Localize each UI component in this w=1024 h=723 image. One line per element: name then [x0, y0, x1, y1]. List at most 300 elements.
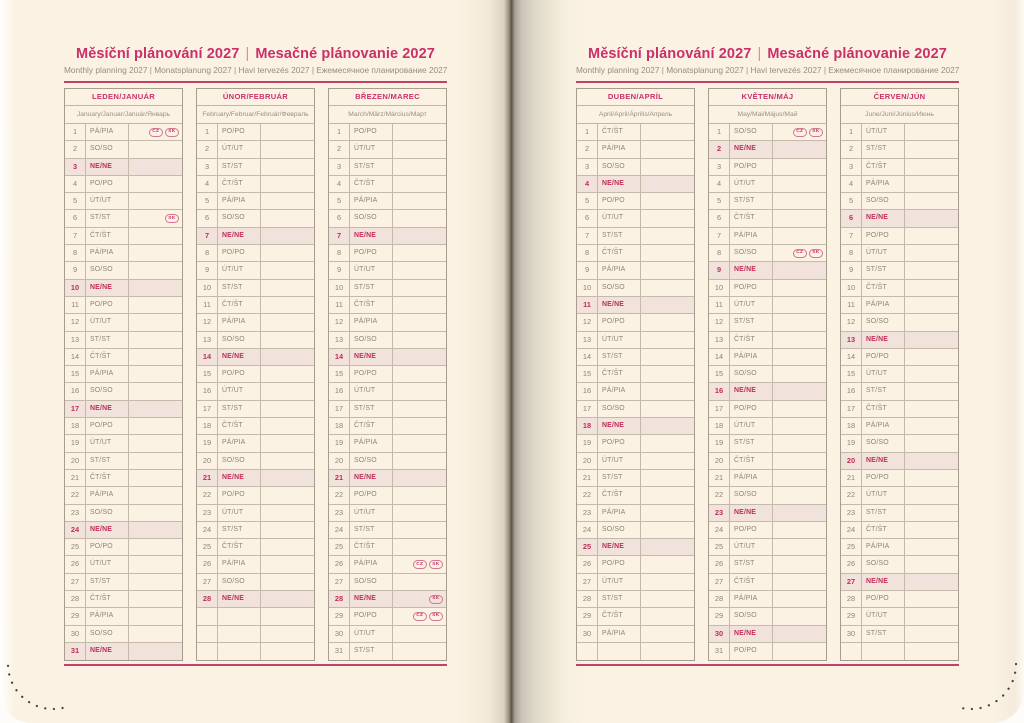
day-number: 13: [841, 332, 862, 348]
day-number: 13: [65, 332, 86, 348]
day-number: 20: [197, 453, 218, 469]
day-row: [577, 159, 694, 176]
day-abbrev: PO/PO: [218, 366, 261, 382]
day-row: [65, 539, 182, 556]
day-abbrev: NE/NE: [350, 591, 393, 607]
day-row: [841, 522, 958, 539]
day-number: 21: [329, 470, 350, 486]
day-abbrev: ST/ST: [730, 435, 773, 451]
holiday-badge-sk: SK: [809, 128, 823, 137]
notes-cell: [393, 608, 446, 624]
title-divider: |: [757, 46, 762, 62]
notes-cell: [261, 470, 314, 486]
day-abbrev: ČT/ŠT: [86, 228, 129, 244]
day-row: [841, 332, 958, 349]
day-number: 7: [709, 228, 730, 244]
month-name: LEDEN/JANUÁR: [65, 89, 182, 106]
page-title: [576, 46, 959, 63]
day-number: 13: [577, 332, 598, 348]
month-languages: April/April/Április/Апрель: [577, 106, 694, 124]
page-subtitle: Monthly planning 2027 | Monatsplanung 2027 | Havi tervezés 2027 | Ежемесячное планирование 2027: [576, 65, 960, 75]
day-abbrev: PÁ/PIA: [598, 262, 641, 278]
day-row: [709, 176, 826, 193]
day-row: [329, 626, 446, 643]
notes-cell: [129, 643, 182, 660]
day-row: [197, 453, 314, 470]
day-number: 1: [709, 124, 730, 140]
day-number: 9: [709, 262, 730, 278]
day-row: [329, 366, 446, 383]
day-abbrev: ÚT/UT: [730, 418, 773, 434]
day-row: [65, 401, 182, 418]
month-table: [64, 88, 183, 661]
notes-cell: [393, 574, 446, 590]
day-abbrev: PO/PO: [350, 124, 393, 140]
day-row: [197, 418, 314, 435]
day-number: 12: [197, 314, 218, 330]
day-number: 28: [841, 591, 862, 607]
day-row: [577, 210, 694, 227]
day-number: 13: [709, 332, 730, 348]
day-abbrev: ST/ST: [598, 591, 641, 607]
day-row: [329, 556, 446, 573]
day-number: 20: [329, 453, 350, 469]
empty-row: [841, 643, 958, 660]
notes-cell: [261, 435, 314, 451]
day-number: [577, 643, 598, 660]
day-row: [577, 556, 694, 573]
day-abbrev: ÚT/UT: [730, 539, 773, 555]
day-number: 19: [577, 435, 598, 451]
notes-cell: [393, 470, 446, 486]
notes-cell: [261, 556, 314, 572]
notes-cell: [261, 522, 314, 538]
day-number: 14: [709, 349, 730, 365]
day-number: 4: [329, 176, 350, 192]
notes-cell: [773, 124, 826, 140]
day-abbrev: PÁ/PIA: [730, 228, 773, 244]
day-abbrev: NE/NE: [598, 297, 641, 313]
notes-cell: [905, 262, 958, 278]
day-abbrev: SO/SO: [86, 262, 129, 278]
day-number: 21: [197, 470, 218, 486]
day-number: 20: [709, 453, 730, 469]
notes-cell: [641, 470, 694, 486]
day-number: 9: [197, 262, 218, 278]
day-number: 21: [709, 470, 730, 486]
day-number: 15: [841, 366, 862, 382]
day-row: [577, 539, 694, 556]
notes-cell: [641, 141, 694, 157]
notes-cell: [393, 626, 446, 642]
notes-cell: [261, 228, 314, 244]
notes-cell: [641, 332, 694, 348]
notes-cell: [261, 262, 314, 278]
day-abbrev: NE/NE: [350, 470, 393, 486]
day-abbrev: NE/NE: [86, 280, 129, 296]
day-number: 15: [577, 366, 598, 382]
notes-cell: [773, 522, 826, 538]
notes-cell: [641, 262, 694, 278]
notes-cell: [641, 280, 694, 296]
day-abbrev: NE/NE: [86, 522, 129, 538]
day-number: 1: [329, 124, 350, 140]
day-number: 24: [197, 522, 218, 538]
day-row: [709, 262, 826, 279]
day-row: [65, 574, 182, 591]
day-number: 26: [65, 556, 86, 572]
day-number: 4: [841, 176, 862, 192]
day-number: 26: [197, 556, 218, 572]
day-abbrev: ČT/ŠT: [350, 418, 393, 434]
notes-cell: [261, 159, 314, 175]
day-row: [65, 556, 182, 573]
day-abbrev: ÚT/UT: [86, 193, 129, 209]
day-row: [709, 349, 826, 366]
day-abbrev: SO/SO: [862, 193, 905, 209]
day-abbrev: PÁ/PIA: [730, 349, 773, 365]
month-name: ÚNOR/FEBRUÁR: [197, 89, 314, 106]
day-abbrev: ST/ST: [86, 210, 129, 226]
day-abbrev: PO/PO: [218, 245, 261, 261]
day-number: 24: [709, 522, 730, 538]
day-number: 28: [197, 591, 218, 607]
notes-cell: [261, 332, 314, 348]
notes-cell: [773, 470, 826, 486]
notes-cell: [905, 332, 958, 348]
day-row: [197, 280, 314, 297]
day-number: 14: [329, 349, 350, 365]
notes-cell: [129, 401, 182, 417]
day-number: 2: [841, 141, 862, 157]
notes-cell: [261, 401, 314, 417]
day-number: 10: [709, 280, 730, 296]
day-row: [329, 245, 446, 262]
day-number: 30: [841, 626, 862, 642]
day-row: [329, 210, 446, 227]
notes-cell: [641, 608, 694, 624]
day-number: 20: [577, 453, 598, 469]
day-number: 15: [197, 366, 218, 382]
notes-cell: [641, 453, 694, 469]
day-row: [841, 228, 958, 245]
notes-cell: [129, 245, 182, 261]
day-number: 16: [841, 383, 862, 399]
notes-cell: [393, 349, 446, 365]
day-number: 23: [329, 505, 350, 521]
day-number: 27: [65, 574, 86, 590]
day-abbrev: PÁ/PIA: [86, 366, 129, 382]
day-abbrev: ST/ST: [598, 228, 641, 244]
day-row: [197, 401, 314, 418]
notes-cell: [773, 159, 826, 175]
day-number: 6: [577, 210, 598, 226]
day-number: 31: [65, 643, 86, 660]
day-number: 29: [329, 608, 350, 624]
day-row: [841, 383, 958, 400]
notes-cell: [129, 591, 182, 607]
day-row: [841, 280, 958, 297]
month-languages: March/März/Március/Март: [329, 106, 446, 124]
day-row: [841, 210, 958, 227]
day-number: 24: [329, 522, 350, 538]
day-number: 16: [329, 383, 350, 399]
day-number: 30: [709, 626, 730, 642]
day-row: [197, 556, 314, 573]
day-abbrev: SO/SO: [218, 210, 261, 226]
notes-cell: [773, 228, 826, 244]
notes-cell: [773, 297, 826, 313]
notes-cell: [129, 366, 182, 382]
holiday-badge-sk: SK: [429, 595, 443, 604]
day-row: [709, 124, 826, 141]
day-abbrev: ČT/ŠT: [862, 401, 905, 417]
day-row: [329, 176, 446, 193]
notes-cell: [905, 435, 958, 451]
day-row: [197, 591, 314, 608]
day-abbrev: SO/SO: [598, 280, 641, 296]
bottom-rule: [576, 664, 959, 666]
day-number: 28: [65, 591, 86, 607]
day-abbrev: ST/ST: [730, 193, 773, 209]
day-number: 16: [709, 383, 730, 399]
day-number: 2: [577, 141, 598, 157]
day-abbrev: ČT/ŠT: [862, 280, 905, 296]
day-abbrev: ÚT/UT: [350, 626, 393, 642]
notes-cell: [393, 591, 446, 607]
day-number: 23: [197, 505, 218, 521]
day-row: [329, 141, 446, 158]
day-row: [709, 556, 826, 573]
day-row: [65, 176, 182, 193]
day-number: 5: [197, 193, 218, 209]
notes-cell: [393, 435, 446, 451]
day-number: 11: [329, 297, 350, 313]
day-row: [577, 574, 694, 591]
day-row: [329, 453, 446, 470]
day-abbrev: PO/PO: [730, 401, 773, 417]
day-abbrev: ÚT/UT: [862, 366, 905, 382]
day-number: 31: [709, 643, 730, 660]
day-row: [577, 418, 694, 435]
notes-cell: [641, 522, 694, 538]
day-row: [329, 401, 446, 418]
day-abbrev: NE/NE: [86, 159, 129, 175]
day-abbrev: [218, 608, 261, 624]
day-number: 25: [709, 539, 730, 555]
corner-perforation-left: [0, 662, 65, 717]
day-row: [65, 418, 182, 435]
day-abbrev: PÁ/PIA: [598, 141, 641, 157]
notes-cell: [905, 383, 958, 399]
notes-cell: [641, 193, 694, 209]
notes-cell: [641, 124, 694, 140]
day-number: 23: [709, 505, 730, 521]
notes-cell: [261, 453, 314, 469]
day-number: 10: [329, 280, 350, 296]
day-number: 27: [197, 574, 218, 590]
day-number: 25: [841, 539, 862, 555]
day-number: 14: [577, 349, 598, 365]
day-row: [197, 193, 314, 210]
notes-cell: [393, 141, 446, 157]
day-row: [65, 314, 182, 331]
notes-cell: [129, 453, 182, 469]
day-abbrev: PO/PO: [862, 591, 905, 607]
day-abbrev: SO/SO: [218, 453, 261, 469]
day-abbrev: ČT/ŠT: [218, 176, 261, 192]
day-number: 14: [197, 349, 218, 365]
notes-cell: [641, 487, 694, 503]
day-row: [329, 539, 446, 556]
day-row: [65, 626, 182, 643]
notes-cell: [261, 574, 314, 590]
day-row: [709, 159, 826, 176]
day-number: 4: [577, 176, 598, 192]
day-number: 22: [329, 487, 350, 503]
day-row: [65, 366, 182, 383]
notes-cell: [261, 366, 314, 382]
day-row: [197, 505, 314, 522]
day-abbrev: SO/SO: [218, 332, 261, 348]
holiday-badge-sk: SK: [809, 249, 823, 258]
day-abbrev: ČT/ŠT: [730, 210, 773, 226]
day-number: 11: [65, 297, 86, 313]
day-row: [65, 297, 182, 314]
notes-cell: [261, 539, 314, 555]
day-abbrev: PO/PO: [218, 487, 261, 503]
day-row: [65, 643, 182, 660]
page-title: [64, 46, 447, 63]
notes-cell: [905, 228, 958, 244]
day-number: 11: [841, 297, 862, 313]
notes-cell: [905, 574, 958, 590]
day-row: [65, 505, 182, 522]
day-row: [65, 141, 182, 158]
notes-cell: [393, 401, 446, 417]
day-abbrev: PÁ/PIA: [862, 418, 905, 434]
day-row: [841, 418, 958, 435]
day-abbrev: ČT/ŠT: [350, 539, 393, 555]
bottom-rule: [64, 664, 447, 666]
notes-cell: [261, 280, 314, 296]
day-row: [197, 262, 314, 279]
day-number: 15: [65, 366, 86, 382]
notes-cell: [773, 591, 826, 607]
day-abbrev: NE/NE: [598, 418, 641, 434]
day-number: 12: [841, 314, 862, 330]
day-row: [329, 297, 446, 314]
day-row: [577, 522, 694, 539]
day-row: [709, 401, 826, 418]
day-row: [577, 626, 694, 643]
day-row: [65, 245, 182, 262]
day-row: [577, 366, 694, 383]
day-row: [577, 332, 694, 349]
notes-cell: [773, 332, 826, 348]
day-number: 15: [329, 366, 350, 382]
day-number: 17: [65, 401, 86, 417]
notes-cell: [129, 539, 182, 555]
empty-row: [197, 643, 314, 660]
notes-cell: [641, 626, 694, 642]
notes-cell: [905, 349, 958, 365]
day-abbrev: PÁ/PIA: [862, 539, 905, 555]
day-row: [709, 608, 826, 625]
day-abbrev: SO/SO: [86, 141, 129, 157]
day-row: [709, 626, 826, 643]
notes-cell: [393, 245, 446, 261]
day-abbrev: SO/SO: [86, 626, 129, 642]
notes-cell: [129, 626, 182, 642]
notes-cell: [393, 522, 446, 538]
notes-cell: [641, 349, 694, 365]
day-abbrev: SO/SO: [350, 453, 393, 469]
day-row: [197, 141, 314, 158]
day-abbrev: ÚT/UT: [350, 505, 393, 521]
day-number: 11: [577, 297, 598, 313]
day-row: [65, 262, 182, 279]
notes-cell: [393, 505, 446, 521]
day-row: [709, 643, 826, 660]
day-row: [709, 505, 826, 522]
day-number: 4: [65, 176, 86, 192]
day-number: 27: [709, 574, 730, 590]
day-number: 14: [841, 349, 862, 365]
day-row: [329, 591, 446, 608]
notes-cell: [393, 643, 446, 660]
day-row: [709, 435, 826, 452]
day-row: [709, 245, 826, 262]
day-number: 27: [841, 574, 862, 590]
day-abbrev: PO/PO: [862, 349, 905, 365]
notes-cell: [129, 574, 182, 590]
notes-cell: [773, 366, 826, 382]
day-number: 22: [709, 487, 730, 503]
day-abbrev: ST/ST: [86, 453, 129, 469]
day-row: [709, 314, 826, 331]
day-number: 17: [709, 401, 730, 417]
day-number: 19: [841, 435, 862, 451]
day-abbrev: PÁ/PIA: [218, 556, 261, 572]
day-row: [841, 505, 958, 522]
day-abbrev: SO/SO: [730, 366, 773, 382]
notes-cell: [129, 124, 182, 140]
notes-cell: [905, 643, 958, 660]
notes-cell: [129, 297, 182, 313]
day-number: 12: [709, 314, 730, 330]
day-abbrev: NE/NE: [730, 383, 773, 399]
day-row: [65, 383, 182, 400]
notes-cell: [641, 574, 694, 590]
day-row: [197, 314, 314, 331]
day-abbrev: NE/NE: [218, 591, 261, 607]
day-abbrev: ST/ST: [598, 349, 641, 365]
day-number: 30: [65, 626, 86, 642]
day-row: [329, 159, 446, 176]
day-number: 9: [65, 262, 86, 278]
day-row: [709, 228, 826, 245]
notes-cell: [905, 159, 958, 175]
diary-page-right: [511, 0, 1024, 723]
notes-cell: [773, 556, 826, 572]
day-row: [841, 124, 958, 141]
day-row: [709, 418, 826, 435]
notes-cell: [129, 608, 182, 624]
day-number: 3: [841, 159, 862, 175]
day-abbrev: SO/SO: [730, 245, 773, 261]
notes-cell: [261, 418, 314, 434]
